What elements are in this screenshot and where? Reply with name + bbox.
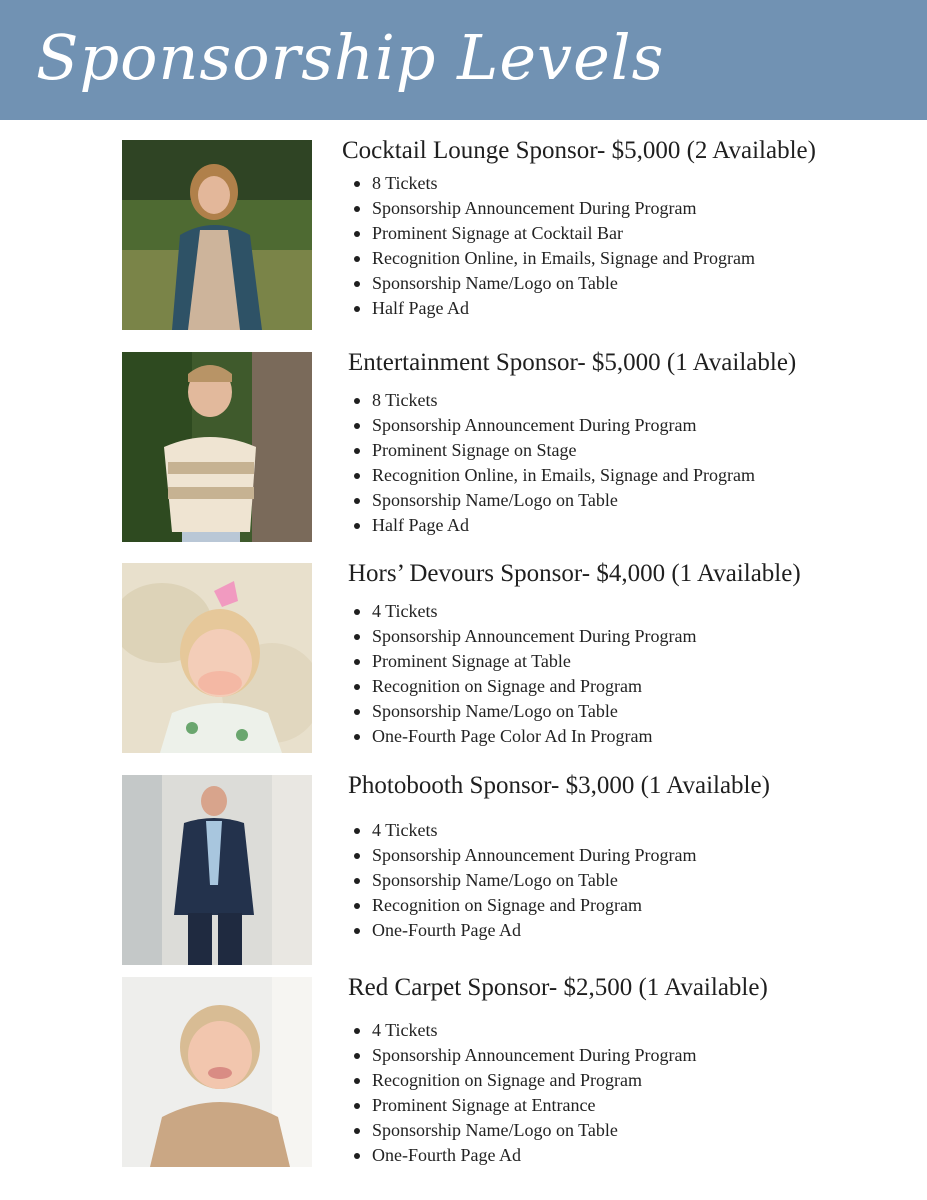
benefit-item: Sponsorship Announcement During Program — [352, 624, 696, 649]
benefit-item: 8 Tickets — [352, 388, 755, 413]
girl-denim-jacket-photo — [122, 140, 312, 330]
benefit-item: One-Fourth Page Ad — [352, 918, 696, 943]
page-title: Sponsorship Levels — [36, 21, 665, 94]
benefit-item: Recognition Online, in Emails, Signage and Program — [352, 463, 755, 488]
benefit-item: Recognition on Signage and Program — [352, 893, 696, 918]
benefit-item: Sponsorship Announcement During Program — [352, 413, 755, 438]
benefit-item: Half Page Ad — [352, 513, 755, 538]
benefit-item: Prominent Signage at Entrance — [352, 1093, 696, 1118]
benefit-item: One-Fourth Page Ad — [352, 1143, 696, 1168]
benefit-item: Sponsorship Name/Logo on Table — [352, 699, 696, 724]
sponsor-title: Hors’ Devours Sponsor- $4,000 (1 Available) — [348, 560, 801, 587]
benefit-item: Recognition Online, in Emails, Signage and Program — [352, 246, 755, 271]
benefit-item: 8 Tickets — [352, 171, 755, 196]
child-tan-sweater-photo — [122, 977, 312, 1167]
sponsor-title: Cocktail Lounge Sponsor- $5,000 (2 Available) — [342, 137, 816, 164]
benefit-item: 4 Tickets — [352, 818, 696, 843]
young-man-suit-photo — [122, 775, 312, 965]
benefit-item: Sponsorship Announcement During Program — [352, 843, 696, 868]
benefit-item: Sponsorship Name/Logo on Table — [352, 868, 696, 893]
benefits-list — [352, 388, 755, 538]
sponsor-title: Red Carpet Sponsor- $2,500 (1 Available) — [348, 974, 768, 1001]
boy-striped-shirt-photo — [122, 352, 312, 542]
sponsor-title: Photobooth Sponsor- $3,000 (1 Available) — [348, 772, 770, 799]
benefit-item: Prominent Signage on Stage — [352, 438, 755, 463]
benefit-item: Sponsorship Announcement During Program — [352, 196, 755, 221]
benefit-item: Half Page Ad — [352, 296, 755, 321]
benefit-item: Prominent Signage at Table — [352, 649, 696, 674]
benefits-list — [352, 171, 755, 321]
benefit-item: Recognition on Signage and Program — [352, 1068, 696, 1093]
sponsor-title: Entertainment Sponsor- $5,000 (1 Available) — [348, 349, 797, 376]
benefit-item: Sponsorship Announcement During Program — [352, 1043, 696, 1068]
benefit-item: One-Fourth Page Color Ad In Program — [352, 724, 696, 749]
benefit-item: Recognition on Signage and Program — [352, 674, 696, 699]
benefit-item: 4 Tickets — [352, 599, 696, 624]
benefits-list — [352, 818, 696, 943]
benefit-item: Prominent Signage at Cocktail Bar — [352, 221, 755, 246]
toddler-pink-bow-photo — [122, 563, 312, 753]
benefit-item: 4 Tickets — [352, 1018, 696, 1043]
benefits-list — [352, 1018, 696, 1168]
benefits-list — [352, 599, 696, 749]
benefit-item: Sponsorship Name/Logo on Table — [352, 488, 755, 513]
header-banner — [0, 0, 927, 120]
benefit-item: Sponsorship Name/Logo on Table — [352, 271, 755, 296]
benefit-item: Sponsorship Name/Logo on Table — [352, 1118, 696, 1143]
